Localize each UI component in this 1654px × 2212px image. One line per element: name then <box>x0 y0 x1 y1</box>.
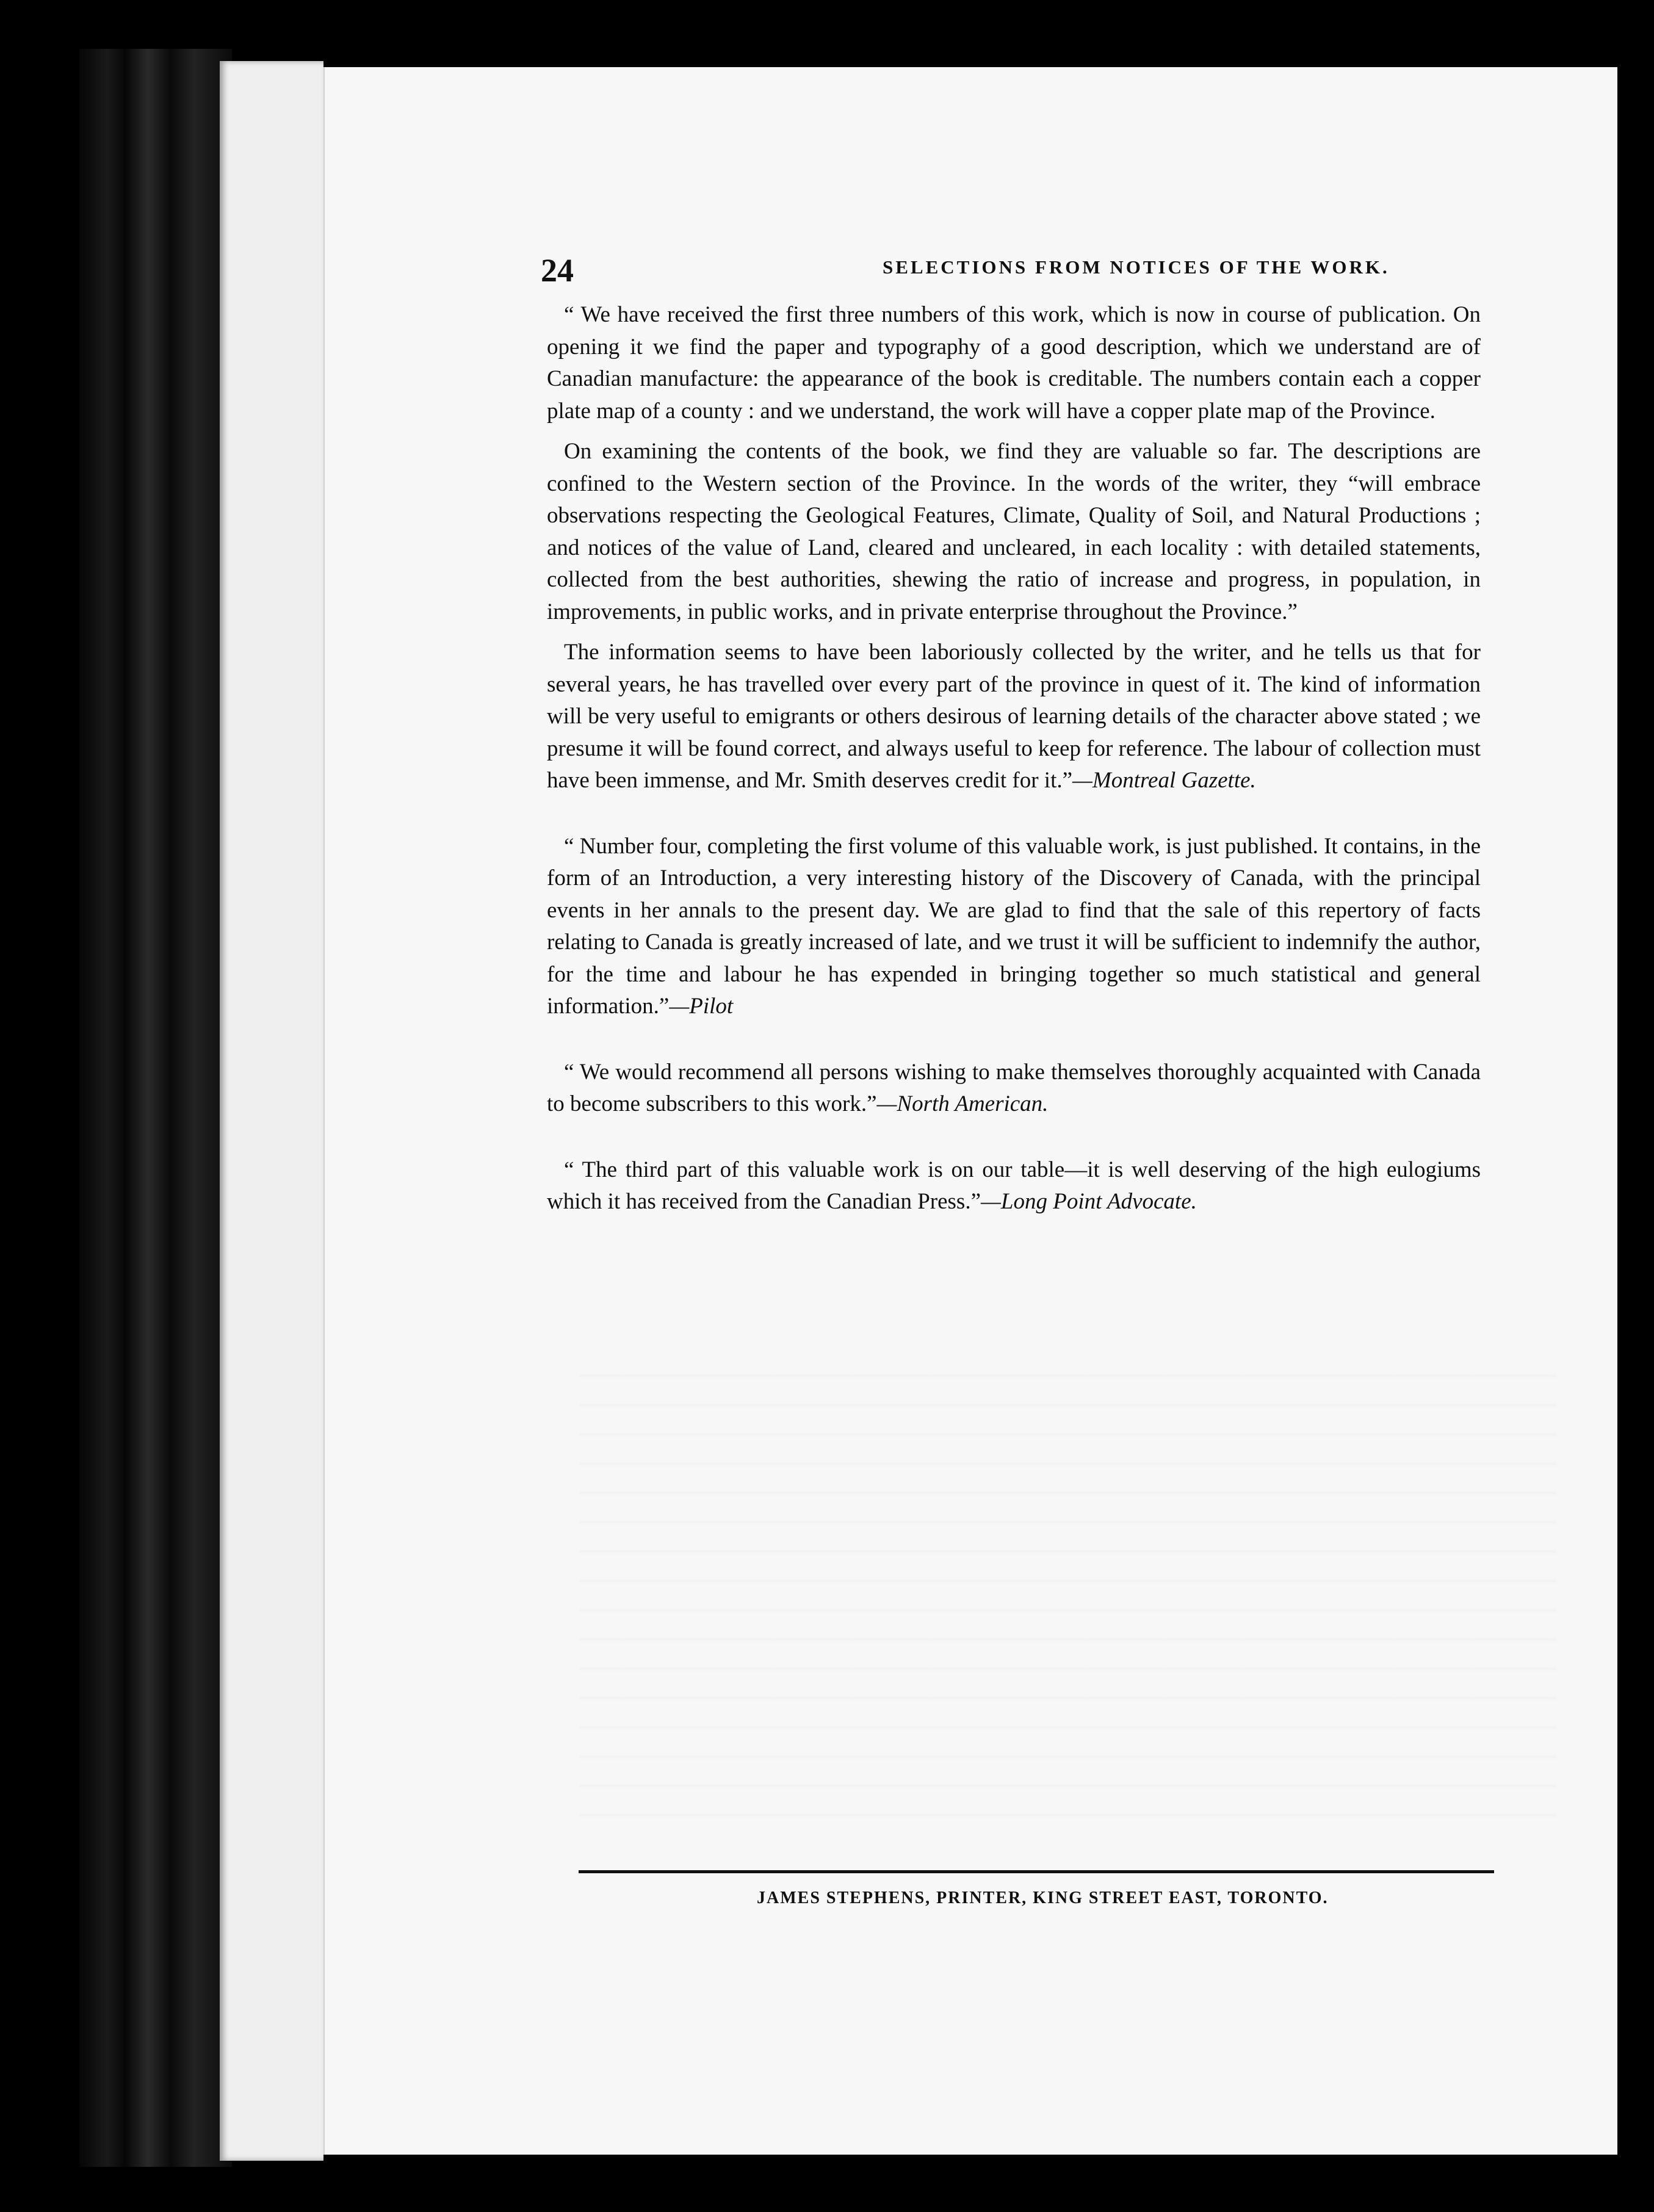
quote-paragraph <box>547 1057 1481 1121</box>
quote-paragraph <box>547 1154 1481 1218</box>
quote-source: —Long Point Advocate. <box>981 1189 1197 1214</box>
quote-source: —North American. <box>876 1091 1049 1116</box>
quote-paragraph <box>547 831 1481 1023</box>
printer-imprint: JAMES STEPHENS, PRINTER, KING STREET EAST, TORONTO. <box>757 1889 1329 1907</box>
footer-rule <box>579 1870 1494 1873</box>
quote-paragraph <box>547 637 1481 797</box>
book-binding <box>79 49 232 2167</box>
quote-text: “ The third part of this valuable work is on our table—it is well deserving of the high eulogiums which it has received from the Canadian Press.” <box>547 1157 1481 1214</box>
quote-text: “ Number four, completing the first volume of this valuable work, is just published. It contains, in the form of an Introduction, a very interesting history of the Discovery of Canada, with the principal events in her annals to the present day. We are glad to find that the sale of this repertory of facts relating to Canada is greatly increased of late, and we trust it will be sufficient to indemnify the author, for the time and labour he has expended in bringing together so much statistical and general information.” <box>547 833 1481 1019</box>
quote-montreal-gazette <box>547 299 1481 797</box>
show-through <box>580 1349 1556 1837</box>
quote-paragraph: “ We have received the first three numbers of this work, which is now in course of publication. On opening it we find the paper and typography of a good description, which we understand are of Canadian manufacture: the appearance of the book is creditable. The numbers contain each a copper plate map of a county : and we understand, the work will have a copper plate map of the Province. <box>547 302 1481 424</box>
quote-paragraph: On examining the contents of the book, we find they are valuable so far. The descriptions are confined to the Western section of the Province. In the words of the writer, they “will embrace observations respecting the Geological Features, Climate, Quality of Soil, and Natural Productions ; and notices of the value of Land, cleared and uncleared, in each locality : with detailed statements, collected from the best authorities, shewing the ratio of increase and progress, in population, in improvements, in public works, and in private enterprise throughout the Province.” <box>547 439 1481 624</box>
quote-source: —Montreal Gazette. <box>1072 768 1256 793</box>
body-text <box>547 299 1481 1227</box>
page-number: 24 <box>541 252 574 289</box>
quote-source: —Pilot <box>669 994 734 1019</box>
running-head: SELECTIONS FROM NOTICES OF THE WORK. <box>883 256 1390 278</box>
page-header <box>541 251 1591 288</box>
quote-text: “ We would recommend all persons wishing to make themselves thoroughly acquainted with Canada to become subscribers to this work.” <box>547 1059 1481 1116</box>
page-gutter <box>220 61 323 2161</box>
quote-north-american <box>547 1057 1481 1121</box>
quote-text: The information seems to have been laboriously collected by the writer, and he tells us that for several years, he has travelled over every part of the province in quest of it. The kind of information will be very useful to emigrants or others desirous of learning details of the character above stated ; we presume it will be found correct, and always useful to keep for reference. The labour of collection must have been immense, and Mr. Smith deserves credit for it.” <box>547 640 1481 793</box>
quote-long-point-advocate <box>547 1154 1481 1218</box>
quote-pilot <box>547 831 1481 1023</box>
